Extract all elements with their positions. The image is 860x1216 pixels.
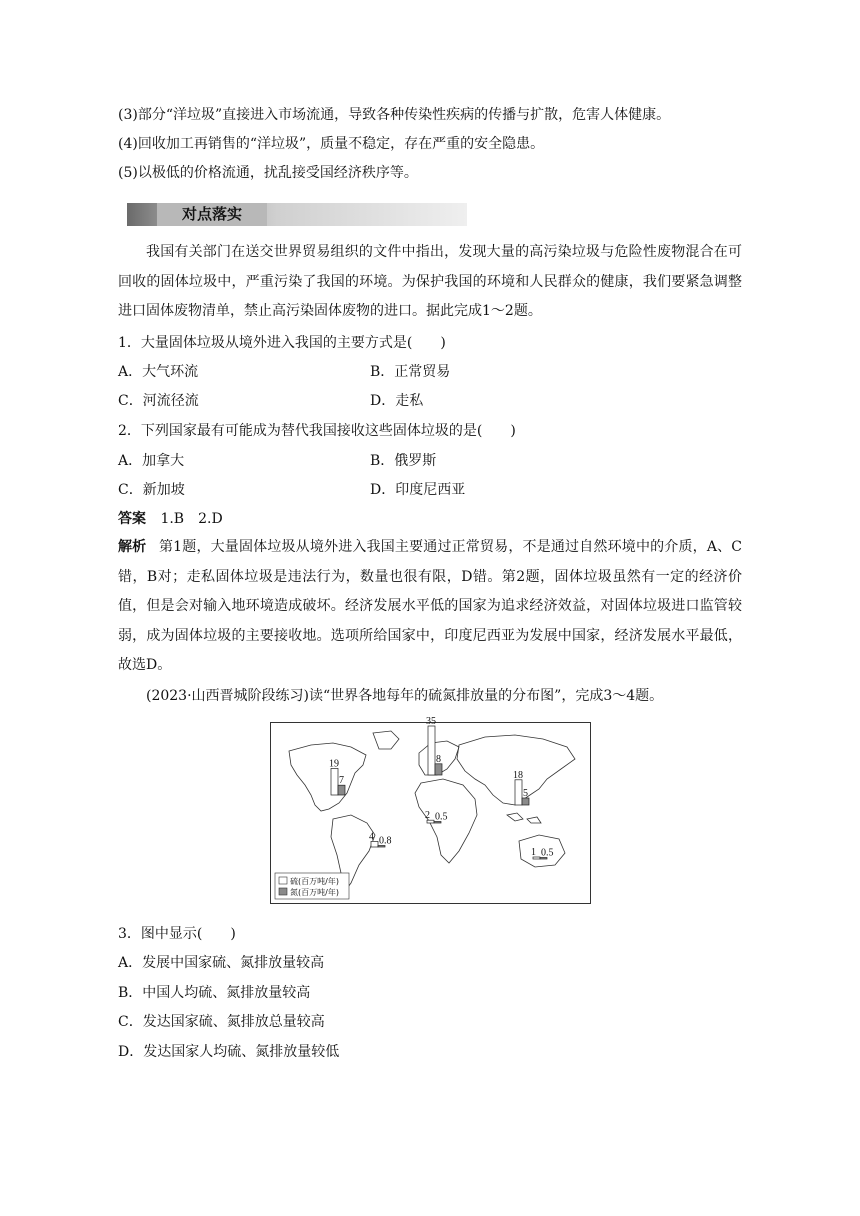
- sulfur-bar: [515, 780, 522, 805]
- analysis-block: [118, 533, 742, 681]
- legend-sulfur-label: 硫(百万吨/年): [290, 877, 339, 886]
- question-3-option-d[interactable]: D．发达国家人均硫、氮排放量较低: [118, 1044, 340, 1060]
- sulfur-value-label: 2: [425, 810, 430, 822]
- question-2-option-d[interactable]: D．印度尼西亚: [370, 482, 466, 498]
- sulfur-value-label: 35: [426, 716, 436, 727]
- sulfur-bar: [428, 726, 435, 775]
- sulfur-value-label: 18: [513, 769, 523, 781]
- question-2-option-c[interactable]: C．新加坡: [118, 482, 185, 498]
- sulfur-value-label: 1: [531, 847, 536, 858]
- sulfur-bar: [331, 768, 338, 795]
- analysis-text: 第1题，大量固体垃圾从境外进入我国主要通过正常贸易，不是通过自然环境中的介质，A、C错，B对；走私固体垃圾是违法行为，数量也很有限，D错。第2题，固体垃圾虽然有一定的经济价值，但是会对输入地环境造成破坏。经济发展水平低的国家为追求经济效益，对固体垃圾进口监管较弱，成为固体垃圾的主要接收地。选项所给国家中，印度尼西亚为发展中国家，经济发展水平最低，故选D。: [118, 539, 743, 673]
- intro-point-3: (3)部分“洋垃圾”直接进入市场流通，导致各种传染性疾病的传播与扩散，危害人体健康。: [118, 107, 671, 123]
- nitrogen-value-label: 7: [339, 775, 344, 787]
- answer-line: [118, 509, 223, 529]
- question-1-option-b[interactable]: B．正常贸易: [370, 364, 451, 380]
- greenland-outline: [373, 731, 399, 749]
- question-3-option-b[interactable]: B．中国人均硫、氮排放量较高: [118, 985, 311, 1001]
- question-3-option-c[interactable]: C．发达国家硫、氮排放总量较高: [118, 1014, 325, 1030]
- world-map-svg: [271, 716, 590, 903]
- sulfur-value-label: 4: [369, 831, 374, 843]
- nitrogen-value-label: 5: [523, 788, 528, 799]
- intro-point-4: (4)回收加工再销售的“洋垃圾”，质量不稳定，存在严重的安全隐患。: [118, 136, 545, 152]
- answer-text: 1.B 2.D: [160, 511, 223, 527]
- legend-nitrogen-label: 氮(百万吨/年): [290, 888, 339, 897]
- analysis-label: 解析: [118, 539, 147, 555]
- question-1-stem: 1．大量固体垃圾从境外进入我国的主要方式是( ): [118, 335, 446, 351]
- emission-map-figure: [270, 716, 591, 904]
- question-2-stem: 2．下列国家最有可能成为替代我国接收这些固体垃圾的是( ): [118, 423, 516, 439]
- question-1-option-a[interactable]: A．大气环流: [118, 364, 199, 380]
- nitrogen-bar: [522, 798, 529, 805]
- nitrogen-value-label: 0.8: [379, 835, 392, 847]
- nitrogen-value-label: 8: [436, 753, 441, 765]
- nitrogen-value-label: 0.5: [541, 847, 554, 859]
- section-header-bar: [127, 203, 467, 226]
- question-2-option-b[interactable]: B．俄罗斯: [370, 453, 437, 469]
- sulfur-value-label: 19: [329, 758, 339, 770]
- legend-nitrogen-swatch: [279, 888, 287, 895]
- question-2-option-a[interactable]: A．加拿大: [118, 453, 185, 469]
- emission-bars: [329, 716, 554, 859]
- nitrogen-bar: [338, 785, 345, 795]
- section-title: 对点落实: [157, 203, 267, 226]
- figure-intro: (2023·山西晋城阶段练习)读“世界各地每年的硫氮排放量的分布图”，完成3～4题。: [146, 688, 664, 704]
- legend-sulfur-swatch: [279, 877, 287, 884]
- question-3-option-a[interactable]: A．发展中国家硫、氮排放量较高: [118, 955, 325, 971]
- answer-label: 答案: [118, 511, 146, 527]
- passage-text: 我国有关部门在送交世界贸易组织的文件中指出，发现大量的高污染垃圾与危险性废物混合在可回收的固体垃圾中，严重污染了我国的环境。为保护我国的环境和人民群众的健康，我们要紧急调整进口固体废物清单，禁止高污染固体废物的进口。据此完成1～2题。: [118, 244, 742, 319]
- question-1-option-c[interactable]: C．河流径流: [118, 393, 199, 409]
- north-america-outline: [289, 743, 366, 811]
- intro-point-5: (5)以极低的价格流通，扰乱接受国经济秩序等。: [118, 165, 418, 181]
- nitrogen-bar: [435, 764, 442, 775]
- nitrogen-value-label: 0.5: [435, 811, 448, 823]
- question-1-option-d[interactable]: D．走私: [370, 393, 424, 409]
- question-3-stem: 3．图中显示( ): [118, 926, 236, 942]
- indonesia-outline: [507, 813, 541, 823]
